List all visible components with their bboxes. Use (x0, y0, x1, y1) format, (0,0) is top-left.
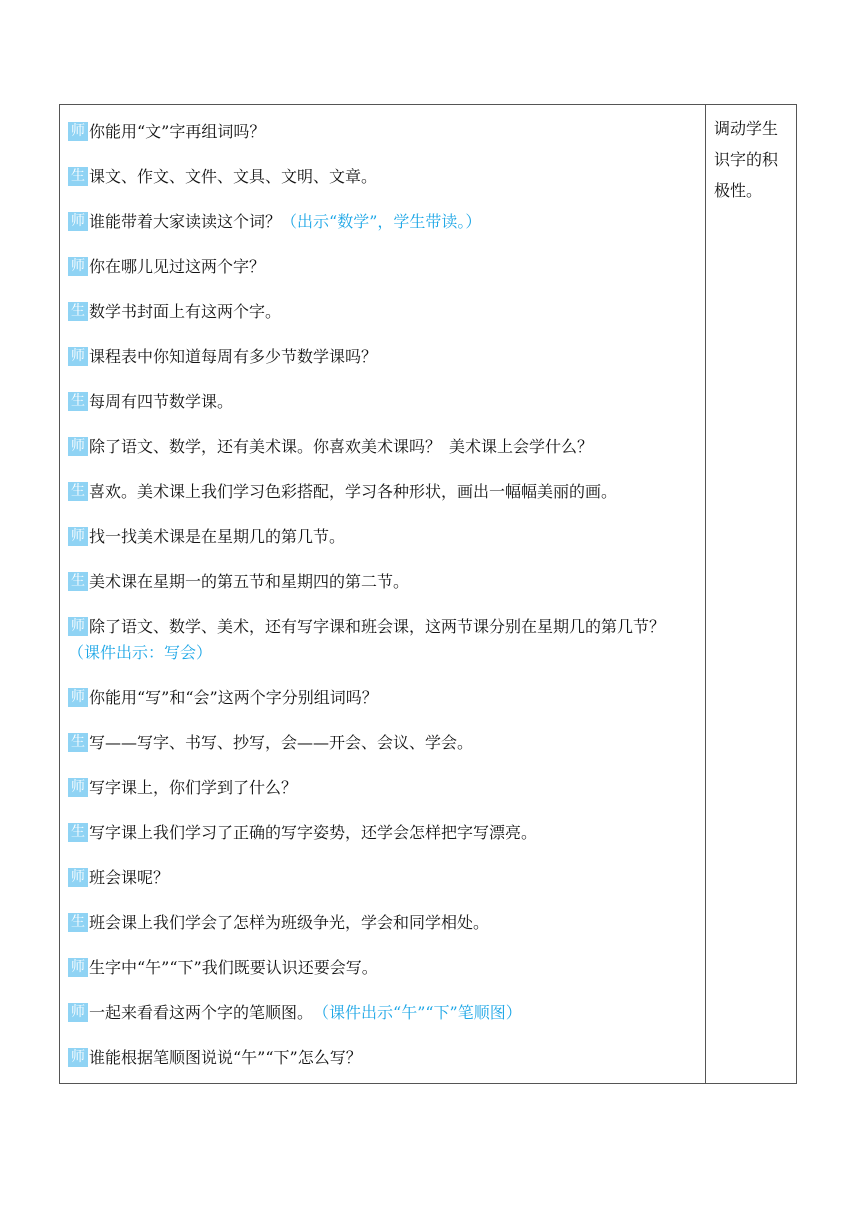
dialogue-line: 生 喜欢。美术课上我们学习色彩搭配，学习各种形状，画出一幅幅美丽的画。 (68, 479, 700, 524)
lesson-table (59, 104, 797, 1084)
dialogue-line: 生 课文、作文、文件、文具、文明、文章。 (68, 164, 700, 209)
student-badge: 生 (68, 302, 88, 321)
dialogue-line: 生 每周有四节数学课。 (68, 389, 700, 434)
student-badge: 生 (68, 913, 88, 932)
dialogue-line: 师 生字中“午”“下”我们既要认识还要会写。 (68, 955, 700, 1000)
side-note-line: 极性。 (714, 181, 763, 200)
student-badge: 生 (68, 733, 88, 752)
dialogue-line: 师 谁能根据笔顺图说说“午”“下”怎么写？ (68, 1045, 700, 1090)
dialogue-line: 生 班会课上我们学会了怎样为班级争光，学会和同学相处。 (68, 910, 700, 955)
student-badge: 生 (68, 572, 88, 591)
teacher-badge: 师 (68, 122, 88, 141)
teacher-badge: 师 (68, 437, 88, 456)
dialogue-line: 师 找一找美术课是在星期几的第几节。 (68, 524, 700, 569)
dialogue-line: 生 写——写字、书写、抄写，会——开会、会议、学会。 (68, 730, 700, 775)
dialogue-line: 师 除了语文、数学，还有美术课。你喜欢美术课吗？ 美术课上会学什么？ (68, 434, 700, 479)
stage-note: （课件出示“午”“下”笔顺图） (313, 1003, 522, 1022)
column-divider (705, 105, 706, 1083)
teacher-badge: 师 (68, 617, 88, 636)
teacher-badge: 师 (68, 347, 88, 366)
teacher-badge: 师 (68, 257, 88, 276)
dialogue-line: 师 班会课呢？ (68, 865, 700, 910)
dialogue-line: 师 你能用“写”和“会”这两个字分别组词吗？ (68, 685, 700, 730)
teacher-badge: 师 (68, 1003, 88, 1022)
teacher-badge: 师 (68, 1048, 88, 1067)
dialogue-line: 生 美术课在星期一的第五节和星期四的第二节。 (68, 569, 700, 614)
student-badge: 生 (68, 167, 88, 186)
teacher-badge: 师 (68, 527, 88, 546)
dialogue-line: 生 数学书封面上有这两个字。 (68, 299, 700, 344)
dialogue-line: 师 写字课上，你们学到了什么？ (68, 775, 700, 820)
teacher-badge: 师 (68, 778, 88, 797)
teacher-badge: 师 (68, 958, 88, 977)
stage-note: （课件出示：写会） (68, 643, 213, 662)
student-badge: 生 (68, 482, 88, 501)
stage-note: （出示“数学”，学生带读。） (281, 212, 482, 231)
dialogue-line: 师 一起来看看这两个字的笔顺图。 （课件出示“午”“下”笔顺图） (68, 1000, 700, 1045)
dialogue-line: 师 谁能带着大家读读这个词？ （出示“数学”，学生带读。） (68, 209, 700, 254)
dialogue-line: 师 除了语文、数学、美术，还有写字课和班会课，这两节课分别在星期几的第几节？ (68, 614, 700, 640)
dialogue-line: 师 课程表中你知道每周有多少节数学课吗？ (68, 344, 700, 389)
side-note-line: 调动学生 (714, 119, 779, 138)
dialogue-line: 师 你在哪儿见过这两个字？ (68, 254, 700, 299)
design-intent-cell (714, 113, 790, 206)
dialogue-line-continuation (68, 640, 700, 685)
side-note-line: 识字的积 (714, 150, 779, 169)
student-badge: 生 (68, 823, 88, 842)
teacher-badge: 师 (68, 212, 88, 231)
student-badge: 生 (68, 392, 88, 411)
dialogue-cell (68, 119, 700, 1090)
dialogue-line: 生 写字课上我们学习了正确的写字姿势，还学会怎样把字写漂亮。 (68, 820, 700, 865)
teacher-badge: 师 (68, 688, 88, 707)
teacher-badge: 师 (68, 868, 88, 887)
dialogue-line: 师 你能用“文”字再组词吗？ (68, 119, 700, 164)
